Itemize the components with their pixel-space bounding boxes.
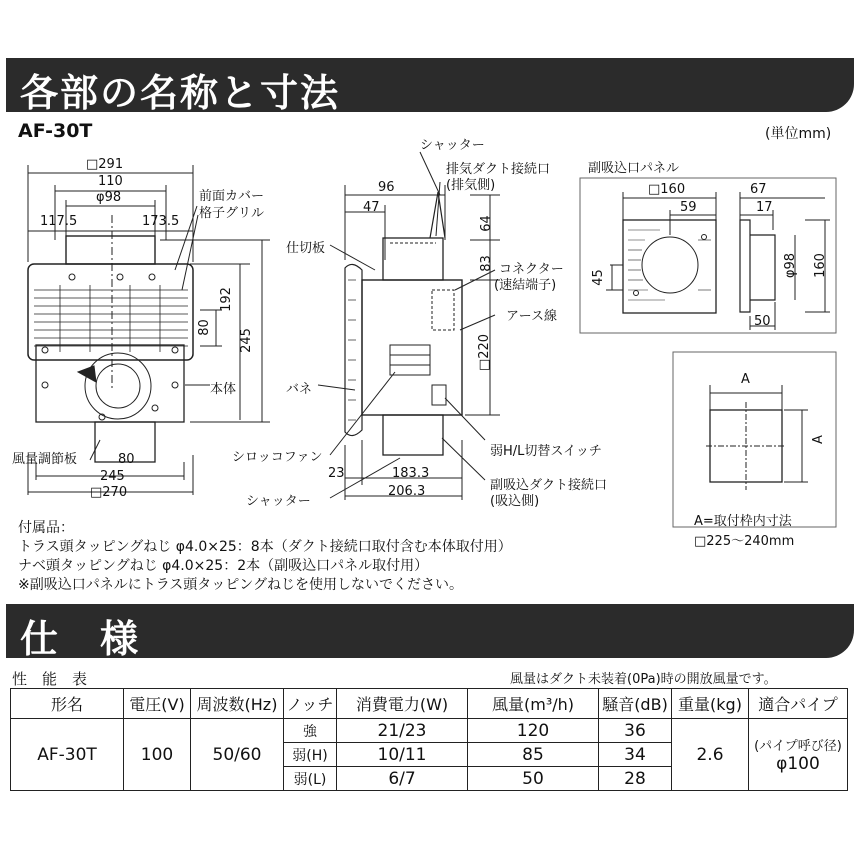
unit-label: (単位mm): [765, 126, 832, 142]
cell-notch: 弱(L): [284, 767, 337, 791]
panel-dim-phi98: φ98: [783, 252, 799, 279]
accessory-1: トラス頭タッピングねじ φ4.0×25：8本（ダクト接続口取付含む本体取付用）: [18, 539, 512, 555]
dim-80a: 80: [196, 319, 212, 336]
cell-freq: 50/60: [191, 719, 284, 791]
dim-phi98: φ98: [96, 190, 122, 205]
label-intake-side: (吸込側): [490, 494, 540, 509]
dim-220: □220: [477, 333, 493, 372]
label-switch: 弱H/L切替スイッチ: [490, 444, 602, 459]
panel-dim-17: 17: [756, 200, 773, 215]
cell-pipe: [749, 719, 848, 791]
cell-weight: 2.6: [672, 719, 749, 791]
cell-notch: 弱(H): [284, 743, 337, 767]
panel-title: 副吸込口パネル: [588, 161, 680, 176]
th-noise: 騒音(dB): [599, 689, 672, 719]
dim-183: 183.3: [392, 466, 430, 481]
dim-117: 117.5: [40, 214, 78, 229]
cell-power: 21/23: [337, 719, 468, 743]
cell-flow: 50: [468, 767, 599, 791]
label-exhaust-port: 排気ダクト接続口: [446, 162, 551, 177]
dim-192: 192: [218, 287, 234, 312]
th-flow: 風量(m³/h): [468, 689, 599, 719]
accessory-note: ※副吸込口パネルにトラス頭タッピングねじを使用しないでください。: [18, 577, 464, 593]
dim-83: 83: [478, 255, 494, 272]
th-voltage: 電圧(V): [124, 689, 191, 719]
dim-173: 173.5: [142, 214, 180, 229]
dim-96: 96: [378, 180, 395, 195]
cell-power: 10/11: [337, 743, 468, 767]
th-pipe: 適合パイプ: [749, 689, 848, 719]
panel-dim-160v: 160: [812, 253, 828, 278]
label-partition: 仕切板: [286, 241, 326, 256]
pipe-size: φ100: [776, 754, 820, 774]
label-spring: バネ: [286, 382, 313, 397]
cell-noise: 36: [599, 719, 672, 743]
dim-23: 23: [328, 466, 345, 481]
label-grill: 格子グリル: [199, 206, 265, 221]
label-connector: コネクター: [499, 262, 564, 277]
table-row: [11, 719, 848, 743]
cell-noise: 28: [599, 767, 672, 791]
label-flow-plate: 風量調節板: [12, 452, 78, 467]
accessories-title: 付属品：: [18, 520, 74, 536]
label-body: 本体: [210, 382, 237, 397]
dim-245h: 245: [100, 469, 125, 484]
label-shutter-bottom: シャッター: [246, 494, 311, 509]
table-header-row: [11, 689, 848, 719]
dim-291: □291: [86, 157, 124, 172]
panel-dim-160: □160: [648, 182, 686, 197]
th-freq: 周波数(Hz): [191, 689, 284, 719]
panel-dim-59: 59: [680, 200, 697, 215]
dim-206: 206.3: [388, 484, 426, 499]
section-title: 各部の名称と寸法: [20, 71, 341, 115]
section-title: 仕 様: [20, 617, 141, 661]
label-intake-port: 副吸込ダクト接続口: [490, 478, 608, 493]
label-exhaust-side: (排気側): [446, 178, 496, 193]
label-earth: アース線: [506, 309, 557, 324]
section-header-dimensions: [6, 58, 854, 115]
dim-47: 47: [363, 200, 380, 215]
th-weight: 重量(kg): [672, 689, 749, 719]
accessory-2: ナベ頭タッピングねじ φ4.0×25：2本（副吸込口パネル取付用）: [18, 558, 429, 574]
mount-note-2: □225〜240mm: [694, 534, 795, 549]
cell-voltage: 100: [124, 719, 191, 791]
label-front-cover: 前面カバー: [199, 189, 265, 204]
cell-noise: 34: [599, 743, 672, 767]
spec-table: [10, 688, 848, 791]
dim-64: 64: [478, 215, 494, 232]
pipe-caption: (パイプ呼び径): [754, 739, 842, 754]
panel-dim-45: 45: [590, 269, 606, 286]
panel-dim-50: 50: [754, 314, 771, 329]
mount-note-1: A=取付枠内寸法: [694, 514, 792, 529]
cell-notch: 強: [284, 719, 337, 743]
cell-flow: 120: [468, 719, 599, 743]
dim-80b: 80: [118, 452, 135, 467]
perf-label: 性 能 表: [12, 670, 88, 688]
cell-flow: 85: [468, 743, 599, 767]
dim-245v: 245: [238, 328, 254, 353]
th-notch: ノッチ: [284, 689, 337, 719]
panel-dim-67: 67: [750, 182, 767, 197]
label-shutter-top: シャッター: [420, 138, 485, 153]
section-header-spec: [6, 604, 854, 661]
perf-note: 風量はダクト未装着(0Pa)時の開放風量です。: [510, 672, 777, 687]
cell-model: AF-30T: [11, 719, 124, 791]
cell-power: 6/7: [337, 767, 468, 791]
mount-a-side: A: [810, 435, 826, 444]
label-sirocco: シロッコファン: [232, 450, 323, 465]
th-power: 消費電力(W): [337, 689, 468, 719]
dim-110: 110: [98, 174, 123, 189]
model-label: AF-30T: [18, 120, 93, 142]
side-view: [318, 152, 500, 500]
th-model: 形名: [11, 689, 124, 719]
dim-270: □270: [90, 485, 128, 500]
label-connector-sub: (速結端子): [494, 278, 557, 293]
mount-a-top: A: [741, 372, 750, 387]
